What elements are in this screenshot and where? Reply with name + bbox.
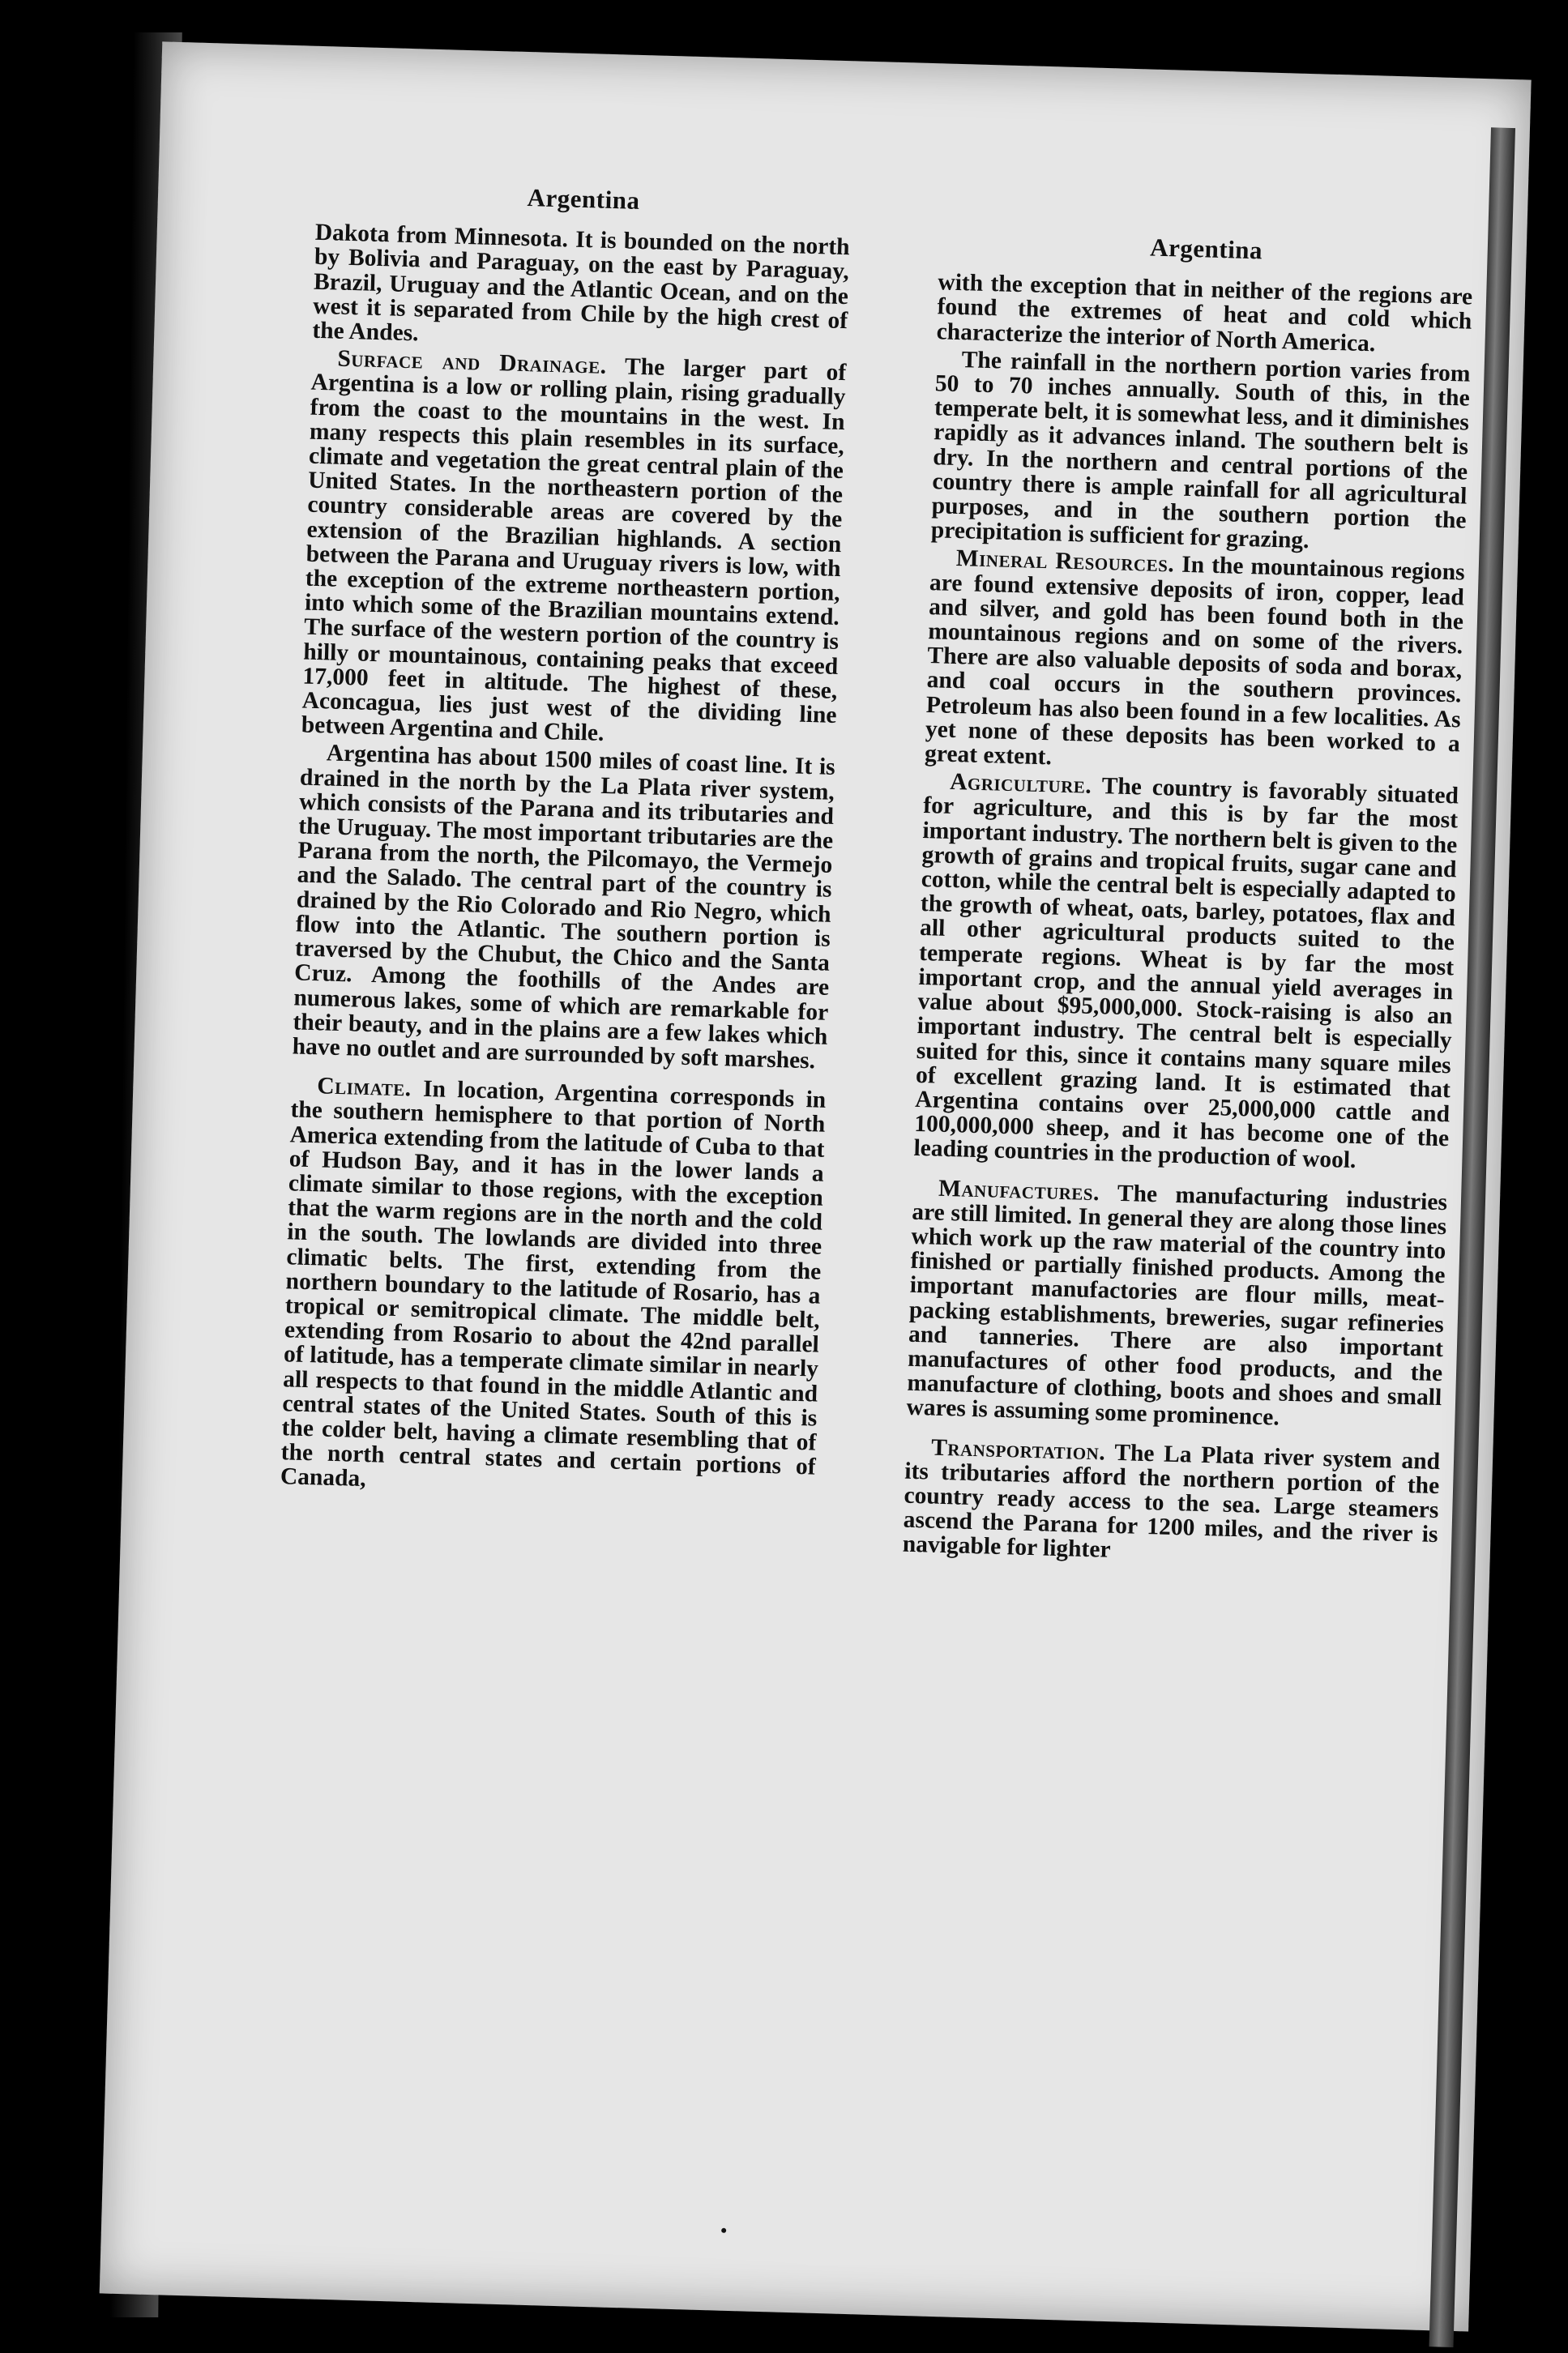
paragraph-agriculture	[913, 769, 1459, 1175]
transportation-text: The La Plata river system and its tributaries afford the northern portion of the country ready access to the sea. Large steamers ascend the Parana for 1200 miles, and the river is navigable for lighter	[902, 1439, 1441, 1564]
paragraph-climate-continued: with the exception that in neither of the regions are found the extremes of heat and cold which characterize the interior of North America.	[936, 269, 1473, 357]
paragraph-rainfall: The rainfall in the northern portion varies from 50 to 70 inches annually. South of this, in the temperate belt, it is somewhat less, and it diminishes rapidly as it advances inland. The southern belt is dry. In the northern and central portions of the country there is ample rainfall for all agricultural purposes, and in the southern portion the precipitation is sufficient for grazing.	[930, 346, 1471, 554]
paragraph-coast-rivers: Argentina has about 1500 miles of coast line. It is drained in the north by the La Plata river system, which consists of the Parana and its tributaries and the Uruguay. The most important tributaries are the Parana from the north, the Pilcomayo, the Vermejo and the Salado. The central part of the country is drained by the Rio Colorado and Rio Negro, which flow into the Atlantic. The southern portion is traversed by the Chubut, the Chico and the Santa Cruz. Among the foothills of the Andes are numerous lakes, some of which are remarkable for their beauty, and in the plains are a few lakes which have no outlet and are surrounded by soft marshes.	[292, 740, 836, 1074]
paragraph-mineral-resources	[925, 546, 1465, 781]
running-head-right: Argentina	[1149, 233, 1263, 265]
agriculture-text: The country is favorably situated for agriculture, and this is by far the most important industry. The northern belt is given to the growth of grains and tropical fruits, sugar cane and cotton, while the central belt is especially adapted to the growth of wheat, oats, barley, potatoes, flax and all other agricultural products suited to the temperate regions. Wheat is by far the most important crop, and the annual yield averages in value about $95,000,000. Stock-raising is also an important industry. The central belt is especially suited for this, since it contains many square miles of excellent grazing land. It is estimated that Argentina contains over 25,000,000 cattle and 100,000,000 sheep, and it has become one of the leading countries in the production of wool.	[913, 773, 1459, 1174]
section-heading-transportation: Transportation.	[930, 1434, 1106, 1466]
right-column	[902, 229, 1474, 1574]
page-mark-dot	[721, 2228, 726, 2233]
surface-drainage-text: The larger part of Argentina is a low or rolling plain, rising gradually from the coast to the mountains in the west. In many respects this plain resembles in its surface, climate and vegetation the great central plain of the United States. In the northeastern portion of the country considerable areas are covered by the extension of the Brazilian highlands. A section between the Parana and Uruguay rivers is low, with the exception of the extreme northeastern portion, into which some of the Brazilian mountains extend. The surface of the western portion of the country is hilly or mountainous, containing peaks that exceed 17,000 feet in altitude. The highest of these, Aconcagua, lies just west of the dividing line between Argentina and Chile.	[301, 353, 847, 747]
paragraph-climate	[280, 1073, 827, 1504]
section-heading-manufactures: Manufactures.	[938, 1175, 1100, 1206]
running-head-left: Argentina	[527, 183, 640, 215]
left-column	[280, 180, 851, 1507]
section-heading-mineral-resources: Mineral Resources.	[955, 545, 1175, 578]
book-page	[100, 41, 1532, 2331]
manufactures-text: The manufacturing industries are still limited. In general they are along those lines which work up the raw material of the country into finished or partially finished products. Among the important manufactories are flour mills, meat-packing establishments, breweries, sugar refineries and tanneries. There are also important manufactures of other food products, and the manufacture of clothing, boots and shoes and small wares is assuming some prominence.	[906, 1180, 1448, 1431]
section-heading-climate: Climate.	[316, 1073, 412, 1102]
paragraph-manufactures	[906, 1175, 1447, 1434]
mineral-resources-text: In the mountainous regions are found extensive deposits of iron, copper, lead and silver, and gold has been found both in the mountainous regions and on some of the rivers. There are also valuable deposits of soda and borax, and coal occurs in the southern provinces. Petroleum has also been found in a few localities. As yet none of these deposits has been worked to a great extent.	[924, 552, 1466, 771]
section-heading-agriculture: Agriculture.	[949, 769, 1092, 800]
text-columns	[263, 180, 1473, 2154]
climate-text: In location, Argentina corresponds in the southern hemisphere to that portion of North America extending from the latitude of Cuba to that of Hudson Bay, and it has in the lower lands a climate similar to those regions, with the exception that the warm regions are in the north and the cold in the south. The lowlands are divided into three climatic belts. The first, extending from the northern boundary to the latitude of Rosario, has a tropical or semitropical climate. The middle belt, extending from Rosario to about the 42nd parallel of latitude, has a temperate climate similar in nearly all respects to that found in the middle Atlantic and central states of the United States. South of this is the colder belt, having a climate resembling that of the north central states and certain portions of Canada,	[280, 1076, 827, 1493]
paragraph-surface-drainage	[301, 346, 846, 752]
paragraph-transportation	[902, 1434, 1440, 1571]
section-heading-surface-drainage: Surface and Drainage.	[337, 345, 608, 380]
paragraph-boundaries: Dakota from Minnesota. It is bounded on the north by Bolivia and Paraguay, on the east by Paraguay, Brazil, Uruguay and the Atlantic Ocean, and on the west it is separated from Chile by the high crest of the Andes.	[312, 219, 851, 347]
